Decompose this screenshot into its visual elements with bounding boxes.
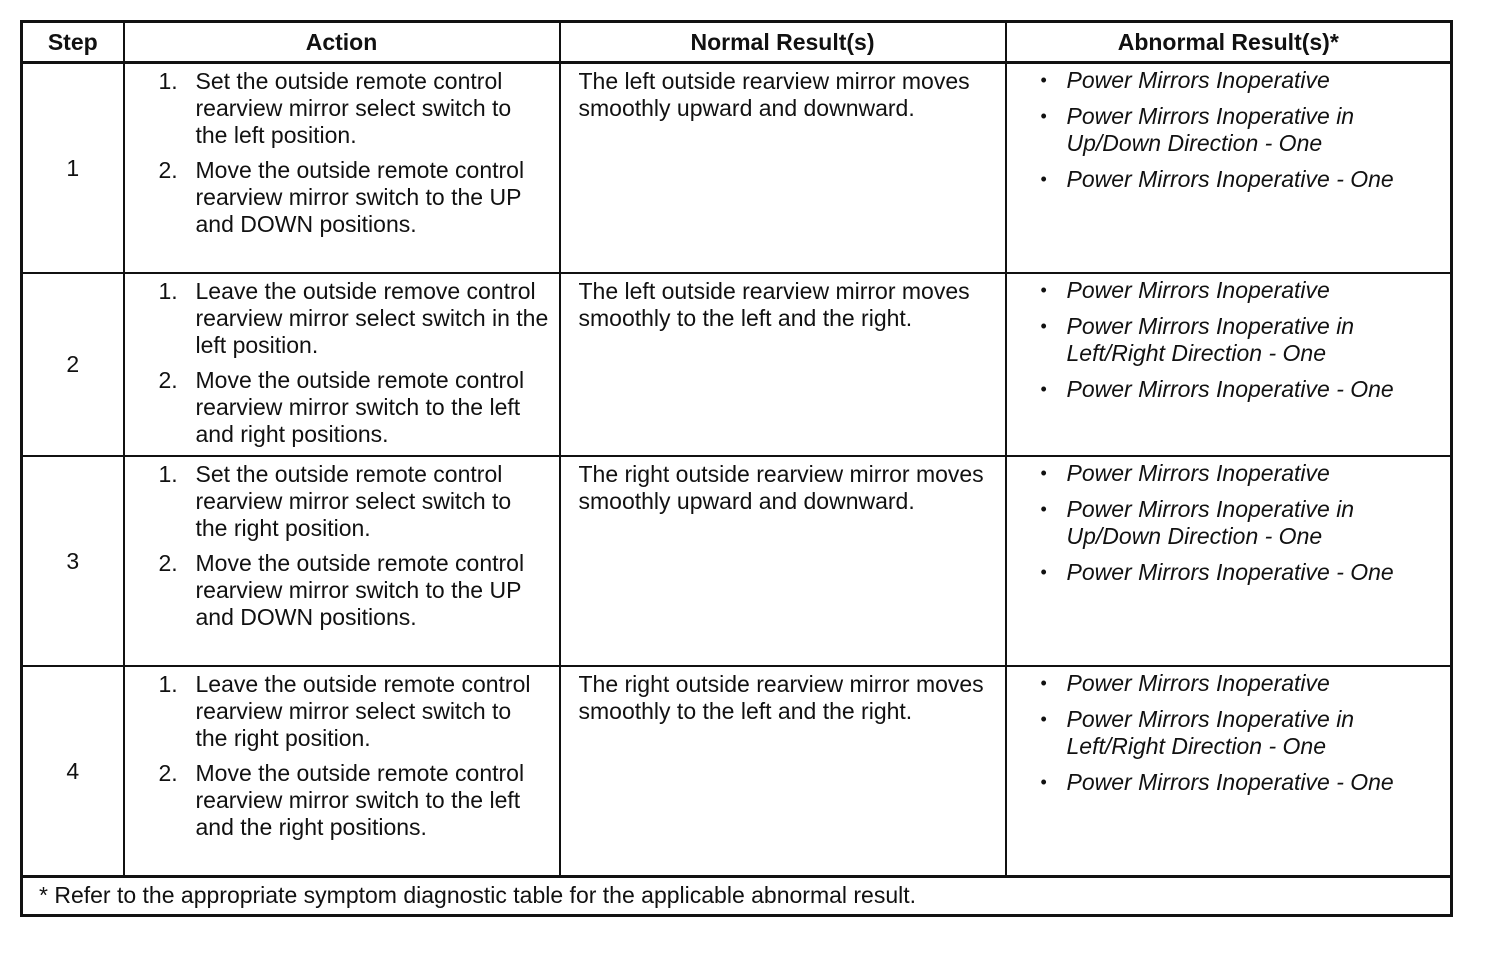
bullet-icon: • [1040,169,1047,189]
abnormal-item [1041,376,1441,403]
abnormal-item [1041,277,1441,304]
abnormal-text: Power Mirrors Inoperative - One [1066,769,1394,795]
action-number: 2. [158,550,178,576]
header-step: Step [22,22,124,63]
step-number: 2 [22,273,124,456]
action-text: Move the outside remote control rearview mirror switch to the left and right positions. [195,367,525,447]
action-number: 2. [158,367,178,393]
action-item [159,550,549,631]
abnormal-results-cell [1006,63,1452,274]
abnormal-item [1041,706,1441,760]
abnormal-text: Power Mirrors Inoperative - One [1066,559,1394,585]
abnormal-text: Power Mirrors Inoperative [1066,460,1330,486]
abnormal-text: Power Mirrors Inoperative - One [1066,166,1394,192]
abnormal-text: Power Mirrors Inoperative in Up/Down Direction - One [1066,103,1355,156]
abnormal-results-cell [1006,666,1452,877]
footnote-row [22,877,1452,916]
bullet-icon: • [1040,106,1047,126]
action-list [159,68,549,238]
abnormal-text: Power Mirrors Inoperative [1066,277,1330,303]
action-text: Move the outside remote control rearview mirror switch to the UP and DOWN positions. [195,550,525,630]
abnormal-item [1041,166,1441,193]
abnormal-item [1041,559,1441,586]
abnormal-text: Power Mirrors Inoperative in Left/Right Direction - One [1066,706,1355,759]
action-text: Leave the outside remove control rearview mirror select switch in the left position. [195,278,549,358]
diagnostic-table [20,20,1453,917]
table-row [22,63,1452,274]
abnormal-list [1041,460,1441,586]
table-row [22,456,1452,666]
bullet-icon: • [1040,463,1047,483]
header-action: Action [124,22,560,63]
header-abnormal-results: Abnormal Result(s)* [1006,22,1452,63]
action-text: Leave the outside remote control rearview mirror select switch to the right position. [195,671,531,751]
action-item [159,461,549,542]
action-number: 2. [158,157,178,183]
abnormal-list [1041,277,1441,403]
action-item [159,367,549,448]
bullet-icon: • [1040,316,1047,336]
normal-result: The right outside rearview mirror moves smoothly upward and downward. [560,456,1006,666]
action-text: Move the outside remote control rearview mirror switch to the left and the right positions. [195,760,525,840]
action-cell [124,456,560,666]
bullet-icon: • [1040,379,1047,399]
action-number: 1. [158,278,178,304]
bullet-icon: • [1040,709,1047,729]
abnormal-results-cell [1006,456,1452,666]
abnormal-text: Power Mirrors Inoperative - One [1066,376,1394,402]
table-row [22,666,1452,877]
step-number: 1 [22,63,124,274]
abnormal-text: Power Mirrors Inoperative [1066,670,1330,696]
action-item [159,671,549,752]
table-row [22,273,1452,456]
bullet-icon: • [1040,280,1047,300]
action-number: 1. [158,671,178,697]
abnormal-item [1041,460,1441,487]
action-item [159,760,549,841]
abnormal-item [1041,67,1441,94]
abnormal-item [1041,670,1441,697]
action-cell [124,666,560,877]
header-normal-results: Normal Result(s) [560,22,1006,63]
abnormal-text: Power Mirrors Inoperative in Up/Down Direction - One [1066,496,1355,549]
action-item [159,68,549,149]
abnormal-item [1041,313,1441,367]
bullet-icon: • [1040,499,1047,519]
action-list [159,461,549,631]
abnormal-text: Power Mirrors Inoperative [1066,67,1330,93]
step-number: 4 [22,666,124,877]
bullet-icon: • [1040,673,1047,693]
action-cell [124,63,560,274]
abnormal-item [1041,103,1441,157]
step-number: 3 [22,456,124,666]
abnormal-item [1041,769,1441,796]
action-cell [124,273,560,456]
normal-result: The left outside rearview mirror moves smoothly upward and downward. [560,63,1006,274]
footnote: * Refer to the appropriate symptom diagnostic table for the applicable abnormal result. [22,877,1452,916]
bullet-icon: • [1040,562,1047,582]
action-text: Set the outside remote control rearview mirror select switch to the right position. [195,461,512,541]
action-number: 2. [158,760,178,786]
abnormal-results-cell [1006,273,1452,456]
action-item [159,157,549,238]
abnormal-text: Power Mirrors Inoperative in Left/Right Direction - One [1066,313,1355,366]
abnormal-list [1041,67,1441,193]
bullet-icon: • [1040,70,1047,90]
bullet-icon: • [1040,772,1047,792]
action-number: 1. [158,461,178,487]
action-list [159,671,549,841]
action-number: 1. [158,68,178,94]
normal-result: The right outside rearview mirror moves smoothly to the left and the right. [560,666,1006,877]
abnormal-list [1041,670,1441,796]
header-row [22,22,1452,63]
action-text: Set the outside remote control rearview mirror select switch to the left position. [195,68,512,148]
normal-result: The left outside rearview mirror moves smoothly to the left and the right. [560,273,1006,456]
action-item [159,278,549,359]
action-text: Move the outside remote control rearview mirror switch to the UP and DOWN positions. [195,157,525,237]
action-list [159,278,549,448]
abnormal-item [1041,496,1441,550]
